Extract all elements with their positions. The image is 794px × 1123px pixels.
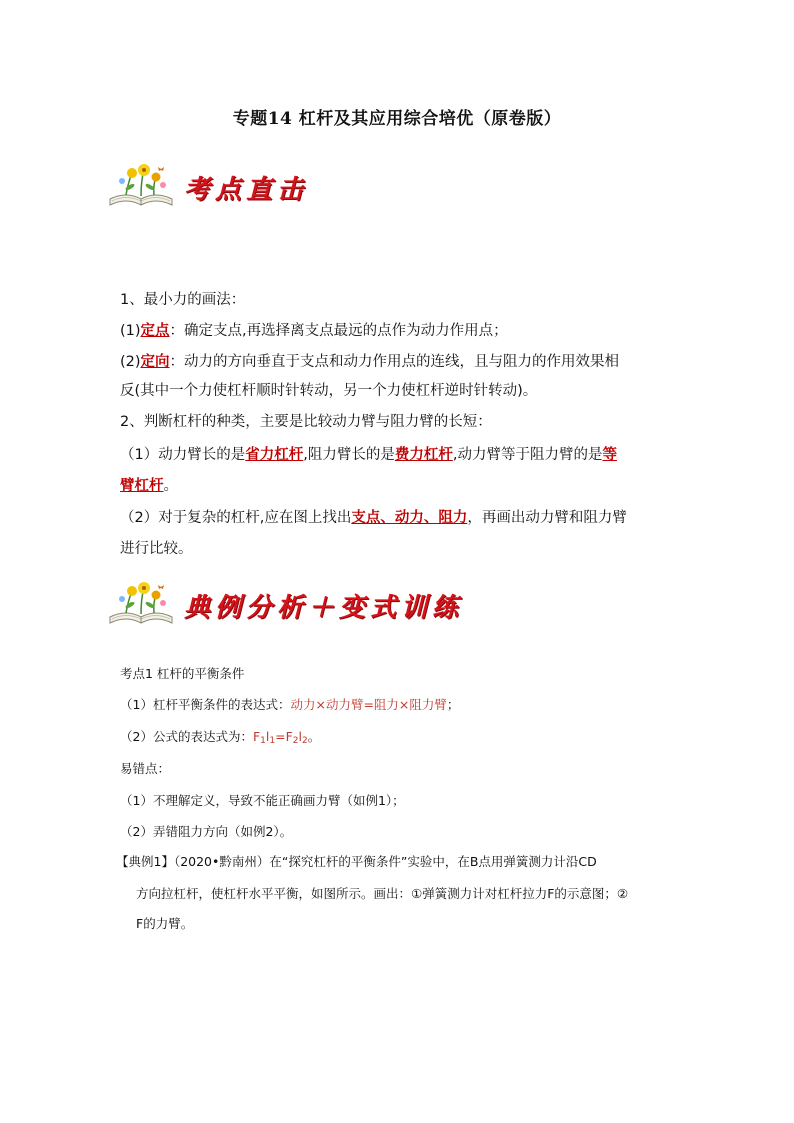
formula-part: F: [252, 729, 261, 744]
point-1b-prefix: (2): [120, 354, 141, 370]
point-1a-keyword: 定点: [140, 323, 170, 339]
point-2b-keyword: 支点、动力、阻力: [351, 510, 468, 526]
condition-2-formula: [253, 729, 308, 744]
point-1a-text: ：确定支点,再选择离支点最远的点作为动力作用点；: [169, 323, 508, 339]
point-2a-mid-2: ,动力臂等于阻力臂的是: [452, 447, 603, 463]
point-1b: [120, 352, 619, 372]
point-2a-keyword-3b: 臂杠杆: [120, 478, 164, 494]
formula-sub: 2: [302, 736, 308, 746]
banner-title: 典例分析＋变式训练: [184, 592, 464, 623]
formula-sub: 1: [260, 736, 266, 746]
error-heading: 易错点：: [120, 761, 171, 776]
point-1b-keyword: 定向: [140, 354, 170, 370]
point-2a-keyword-2: 费力杠杆: [394, 447, 453, 463]
condition-1-prefix: （1）杠杆平衡条件的表达式：: [120, 697, 291, 712]
point-2a: [120, 445, 617, 465]
point-2-intro: 2、判断杠杆的种类，主要是比较动力臂与阻力臂的长短：: [120, 414, 492, 430]
point-2a-end: 。: [163, 478, 178, 494]
point-1-intro: 1、最小力的画法：: [120, 292, 246, 308]
error-1: （1）不理解定义，导致不能正确画力臂（如例1）；: [120, 793, 405, 808]
section-heading: 考点1 杠杆的平衡条件: [120, 666, 245, 681]
point-1b-text: ：动力的方向垂直于支点和动力作用点的连线，且与阻力的作用效果相: [169, 354, 620, 370]
point-2b: [120, 508, 627, 528]
example-1-line-2: 方向拉杠杆，使杠杆水平平衡，如图所示。画出：①弹簧测力计对杠杆拉力F的示意图；②: [136, 886, 629, 901]
banner-title: 考点直击: [184, 174, 309, 205]
book-flowers-icon: [106, 581, 176, 629]
error-2: （2）弄错阻力方向（如例2）。: [120, 824, 293, 839]
condition-2-prefix: （2）公式的表达式为：: [120, 729, 253, 744]
point-2a-prefix: （1）动力臂长的是: [120, 447, 246, 463]
point-2a-cont: [120, 476, 178, 496]
point-1b-cont: 反(其中一个力使杠杆顺时针转动，另一个力使杠杆逆时针转动)。: [120, 383, 538, 399]
banner-key-points: [106, 162, 308, 212]
page-title: 专题14 杠杆及其应用综合培优（原卷版）: [232, 109, 562, 129]
formula-part: =F: [275, 729, 293, 744]
formula-sub: 2: [292, 736, 299, 746]
point-2a-mid-1: ,阻力臂长的是: [303, 447, 395, 463]
point-2b-text: ，再画出动力臂和阻力臂: [467, 510, 627, 526]
condition-2: [120, 727, 320, 751]
book-flowers-icon: [106, 163, 176, 211]
point-1a-prefix: (1): [120, 323, 141, 339]
formula-part: l: [265, 729, 270, 744]
example-1-line-1: 【典例1】（2020•黔南州）在“探究杠杆的平衡条件”实验中，在B点用弹簧测力计沿CD: [116, 854, 597, 869]
banner-examples: [106, 580, 463, 630]
point-2a-keyword-1: 省力杠杆: [245, 447, 304, 463]
formula-part: l: [298, 729, 303, 744]
example-1-line-3: F的力臂。: [136, 916, 194, 931]
point-2a-keyword-3a: 等: [602, 447, 617, 463]
point-2b-cont: 进行比较。: [120, 541, 193, 557]
formula-sub: 1: [269, 736, 276, 746]
condition-1-formula: 动力×动力臂=阻力×阻力臂: [290, 697, 447, 712]
point-1a: [120, 321, 508, 341]
condition-1-end: ；: [446, 697, 460, 712]
point-2b-prefix: （2）对于复杂的杠杆,应在图上找出: [120, 510, 352, 526]
condition-2-end: 。: [307, 729, 321, 744]
condition-1: [120, 695, 459, 715]
